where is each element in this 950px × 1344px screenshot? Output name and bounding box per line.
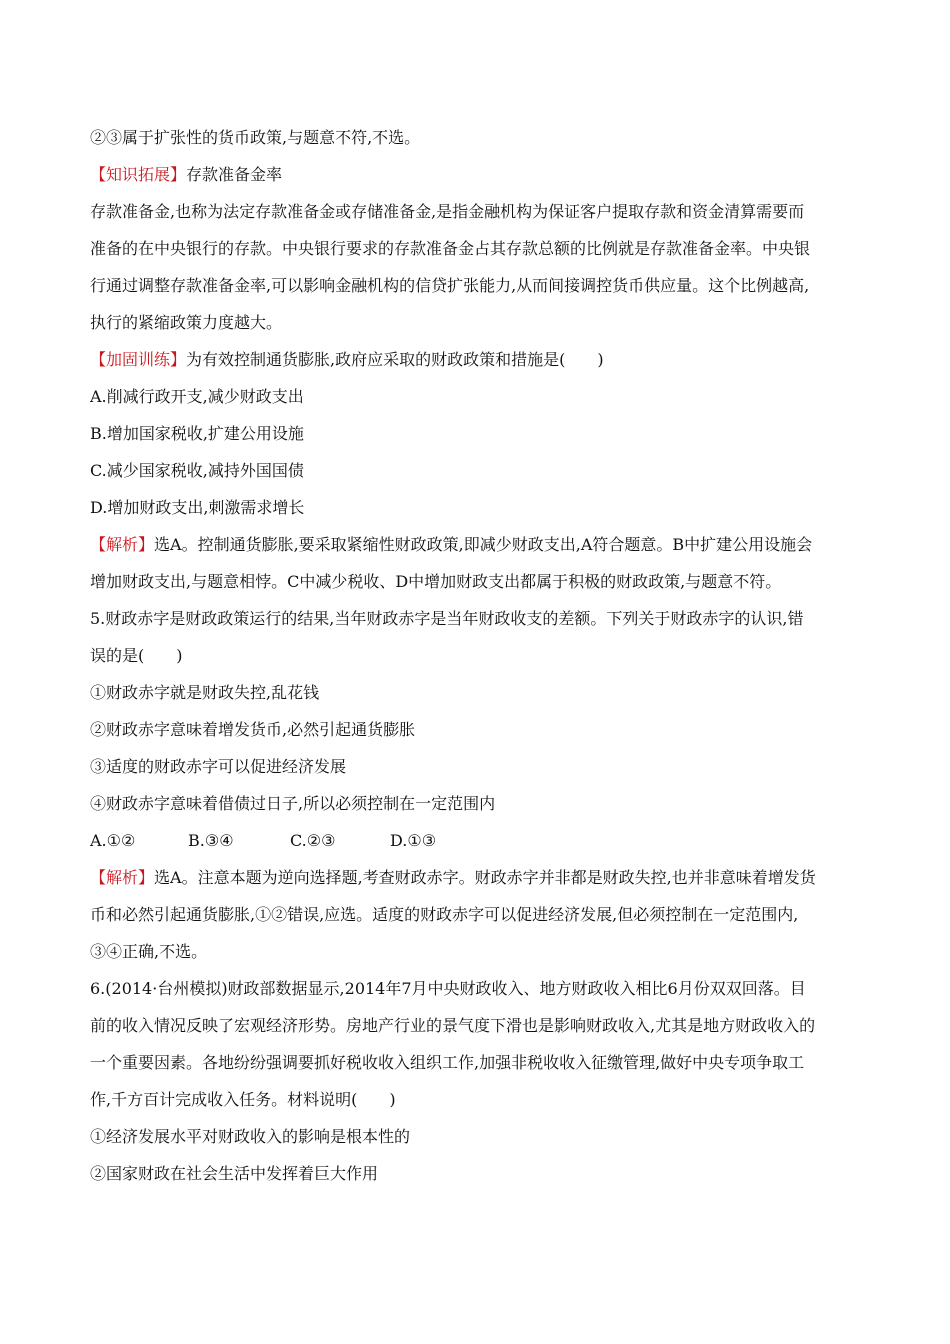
tag-analysis: 【解析】 <box>90 535 155 554</box>
text-line: 行通过调整存款准备金率,可以影响金融机构的信贷扩张能力,从而间接调控货币供应量。这个比例越高, <box>90 276 810 295</box>
text-line: 前的收入情况反映了宏观经济形势。房地产行业的景气度下滑也是影响财政收入,尤其是地方财政收入的 <box>90 1016 816 1035</box>
question-6-stem: 6.(2014·台州模拟)财政部数据显示,2014年7月中央财政收入、地方财政收入相比6月份双双回落。目 <box>90 979 806 998</box>
text-line: 一个重要因素。各地纷纷强调要抓好税收收入组织工作,加强非税收收入征缴管理,做好中央专项争取工 <box>90 1053 805 1072</box>
option-c: C.减少国家税收,减持外国国债 <box>90 461 304 480</box>
text-line: 准备的在中央银行的存款。中央银行要求的存款准备金占其存款总额的比例就是存款准备金率。中央银 <box>90 239 811 258</box>
choice-c: C.②③ <box>290 831 336 850</box>
option-d: D.增加财政支出,刺激需求增长 <box>90 498 305 517</box>
text-line: ③④正确,不选。 <box>90 942 208 961</box>
statement-2: ②财政赤字意味着增发货币,必然引起通货膨胀 <box>90 720 416 739</box>
choice-a: A.①② <box>90 831 136 850</box>
option-b: B.增加国家税收,扩建公用设施 <box>90 424 304 443</box>
text-line: 币和必然引起通货膨胀,①②错误,应选。适度的财政赤字可以促进经济发展,但必须控制在一定范围内, <box>90 905 799 924</box>
option-a: A.削减行政开支,减少财政支出 <box>90 387 304 406</box>
knowledge-expansion-heading: 【知识拓展】存款准备金率 <box>90 165 283 184</box>
statement-2: ②国家财政在社会生活中发挥着巨大作用 <box>90 1164 379 1183</box>
statement-3: ③适度的财政赤字可以促进经济发展 <box>90 757 347 776</box>
text-line: ②③属于扩张性的货币政策,与题意不符,不选。 <box>90 128 421 147</box>
page-content <box>90 119 865 1192</box>
choice-d: D.①③ <box>390 831 437 850</box>
answer-choices <box>90 822 865 859</box>
tag-knowledge-expansion: 【知识拓展】 <box>90 165 187 184</box>
text-line: 作,千方百计完成收入任务。材料说明( ) <box>90 1090 396 1109</box>
tag-analysis: 【解析】 <box>90 868 155 887</box>
tag-practice: 【加固训练】 <box>90 350 187 369</box>
statement-1: ①财政赤字就是财政失控,乱花钱 <box>90 683 320 702</box>
text-line: 执行的紧缩政策力度越大。 <box>90 313 283 332</box>
statement-1: ①经济发展水平对财政收入的影响是根本性的 <box>90 1127 411 1146</box>
statement-4: ④财政赤字意味着借债过日子,所以必须控制在一定范围内 <box>90 794 496 813</box>
choice-b: B.③④ <box>188 831 234 850</box>
analysis-line: 【解析】选A。控制通货膨胀,要采取紧缩性财政政策,即减少财政支出,A符合题意。B中扩建公用设施会 <box>90 535 813 554</box>
text-line: 存款准备金,也称为法定存款准备金或存储准备金,是指金融机构为保证客户提取存款和资金清算需要而 <box>90 202 805 221</box>
practice-question: 【加固训练】为有效控制通货膨胀,政府应采取的财政政策和措施是( ) <box>90 350 604 369</box>
text-line: 增加财政支出,与题意相悖。C中减少税收、D中增加财政支出都属于积极的财政政策,与题意不符。 <box>90 572 782 591</box>
question-5-stem: 5.财政赤字是财政政策运行的结果,当年财政赤字是当年财政收支的差额。下列关于财政赤字的认识,错 <box>90 609 804 628</box>
analysis-line: 【解析】选A。注意本题为逆向选择题,考查财政赤字。财政赤字并非都是财政失控,也并非意味着增发货 <box>90 868 816 887</box>
text-line: 误的是( ) <box>90 646 183 665</box>
